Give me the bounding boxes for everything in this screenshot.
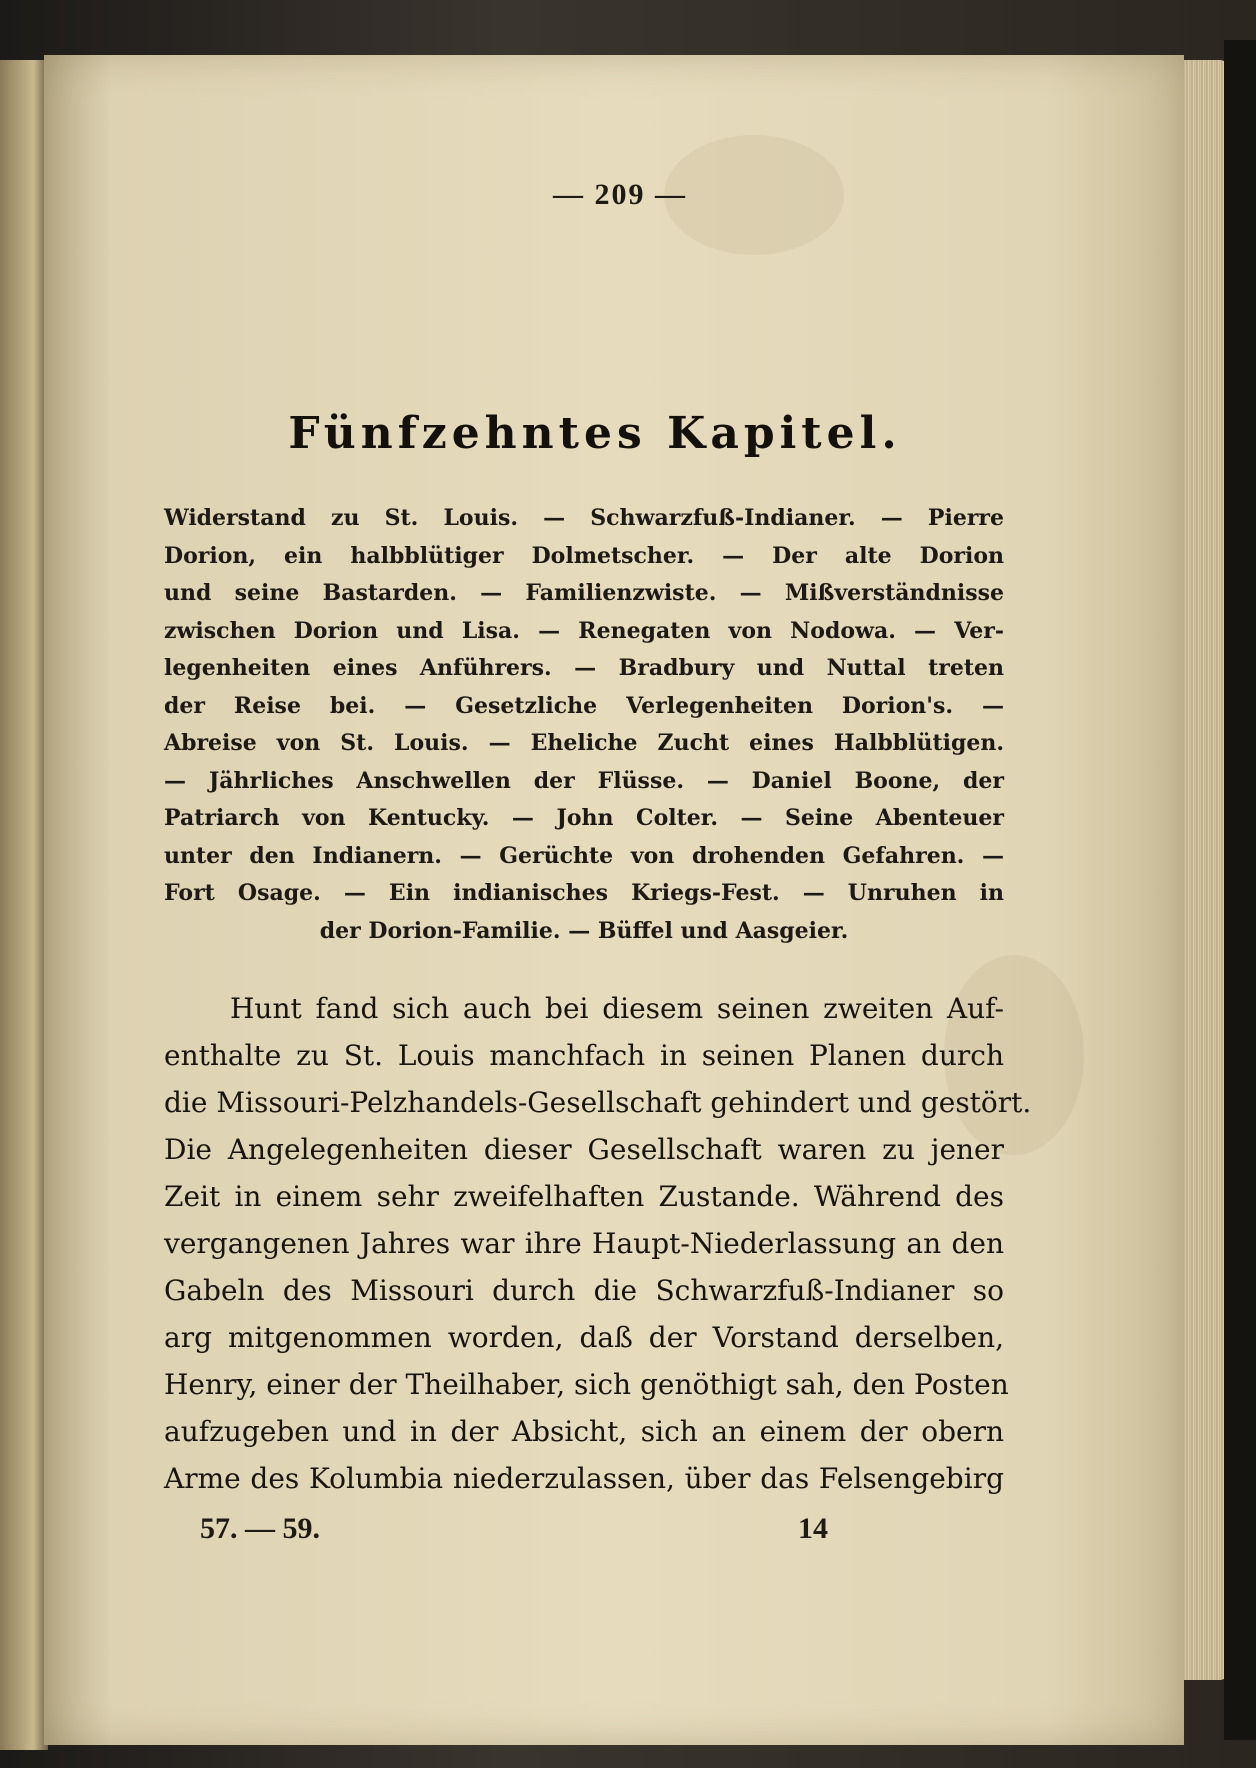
body-line: Arme des Kolumbia niederzulassen, über das Felsengebirg <box>164 1462 1004 1495</box>
summary-line: Patriarch von Kentucky. — John Colter. — Seine Abenteuer <box>164 805 1004 831</box>
summary-line: Dorion, ein halbblütiger Dolmetscher. — Der alte Dorion <box>164 542 1004 569</box>
signature-mark: 57. — 59. <box>200 1512 320 1545</box>
body-line: Henry, einer der Theilhaber, sich genöthigt sah, den Posten <box>164 1368 1009 1401</box>
summary-line: und seine Bastarden. — Familienzwiste. — Mißverständnisse <box>164 580 1004 606</box>
sheet-number: 14 <box>798 1512 828 1545</box>
summary-line: zwischen Dorion und Lisa. — Renegaten von Nodowa. — Ver- <box>164 617 1004 644</box>
summary-line: Abreise von St. Louis. — Eheliche Zucht eines Halbblütigen. <box>164 730 1004 756</box>
summary-line: unter den Indianern. — Gerüchte von drohenden Gefahren. — <box>164 842 1004 869</box>
body-line: aufzugeben und in der Absicht, sich an einem der obern <box>164 1415 1004 1448</box>
summary-line: der Reise bei. — Gesetzliche Verlegenheiten Dorion's. — <box>164 692 1004 719</box>
summary-line: Fort Osage. — Ein indianisches Kriegs-Fest. — Unruhen in <box>164 880 1004 906</box>
summary-line: — Jährliches Anschwellen der Flüsse. — Daniel Boone, der <box>164 767 1004 794</box>
body-line: Die Angelegenheiten dieser Gesellschaft waren zu jener <box>164 1133 1004 1166</box>
body-line: Zeit in einem sehr zweifelhaften Zustande. Während des <box>164 1180 1004 1213</box>
body-paragraph <box>164 985 1032 1502</box>
body-line: vergangenen Jahres war ihre Haupt-Niederlassung an den <box>164 1227 1004 1260</box>
body-line: Hunt fand sich auch bei diesem seinen zweiten Auf- <box>230 992 1004 1025</box>
body-line: Gabeln des Missouri durch die Schwarzfuß-Indianer so <box>164 1274 1004 1307</box>
chapter-title: Fünfzehntes Kapitel. <box>288 408 902 459</box>
summary-line: Widerstand zu St. Louis. — Schwarzfuß-Indianer. — Pierre <box>164 505 1004 531</box>
chapter-summary <box>164 500 1004 950</box>
body-line: die Missouri-Pelzhandels-Gesellschaft gehindert und gestört. <box>164 1086 1032 1119</box>
summary-line: der Dorion-Familie. — Büffel und Aasgeier. <box>319 917 849 944</box>
book-binding <box>1224 40 1256 1740</box>
facing-page-edge <box>0 60 48 1750</box>
body-line: enthalte zu St. Louis manchfach in seinen Planen durch <box>164 1039 1004 1072</box>
page-number: — 209 — <box>553 178 687 211</box>
body-line: arg mitgenommen worden, daß der Vorstand derselben, <box>164 1321 1004 1354</box>
summary-line: legenheiten eines Anführers. — Bradbury und Nuttal treten <box>164 655 1004 681</box>
